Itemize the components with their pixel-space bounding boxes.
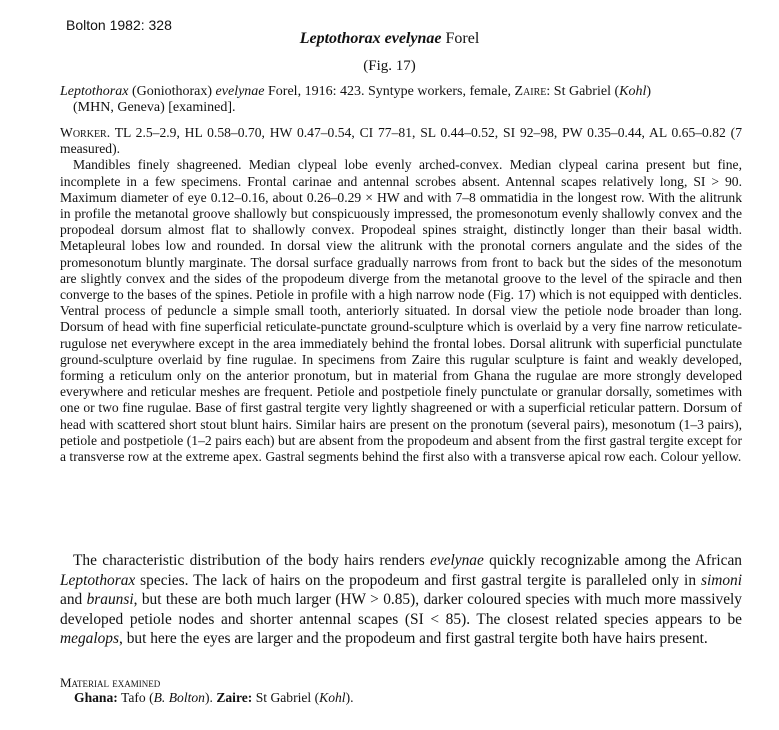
material-country: Zaire: [216, 690, 253, 705]
material-examined-heading: Material examined [60, 675, 161, 690]
synonymy-subgenus: (Goniothorax) [128, 84, 216, 99]
material-collector: Kohl [319, 690, 346, 705]
synonymy-country: Zaire [514, 84, 547, 99]
worker-measurements [60, 125, 742, 157]
discussion-taxon: braunsi [86, 591, 134, 609]
material-country: Ghana: [74, 690, 118, 705]
discussion-segment: species. The lack of hairs on the propodeum and first gastral tergite is paralleled only in [135, 571, 701, 589]
worker-heading: Worker [60, 125, 107, 140]
discussion-segment: quickly recognizable among the African [483, 552, 743, 569]
material-separator: ). [204, 690, 217, 705]
synonymy-close-paren: ) [646, 84, 652, 99]
species-author: Forel [441, 30, 480, 47]
discussion-paragraph [60, 551, 742, 649]
discussion-segment: , but here the eyes are larger and the propodeum and first gastral tergite both have hairs present. [119, 630, 708, 648]
material-locality: St Gabriel ( [252, 690, 320, 705]
worker-description [60, 125, 742, 465]
synonymy-citation: Forel, 1916: 423. Syntype workers, female, [264, 84, 515, 99]
source-citation: Bolton 1982: 328 [66, 17, 172, 33]
measurements-text: . TL 2.5–2.9, HL 0.58–0.70, HW 0.47–0.54, CI 77–81, SL 0.44–0.52, SI 92–98, PW 0.35–0.44, AL 0.65–0.82 (7 measured). [60, 125, 742, 157]
material-examined-list [74, 690, 354, 706]
discussion-segment: The characteristic distribution of the body hairs renders [73, 552, 431, 569]
material-locality: Tafo ( [117, 690, 154, 705]
worker-description-text: Mandibles finely shagreened. Median clypeal lobe evenly arched-convex. Median clypeal carina present but fine, incomplete in a few specimens. Frontal carinae and antennal scrobes absent. Antennal scapes relatively long, SI > 90. Maximum diameter of eye 0.12–0.16, about 0.26–0.29 × HW and with 7–8 ommatidia in the longest row. With the alitrunk in profile the metanotal groove shallowly but conspicuously impressed, the promesonotum evenly shallowly convex and the propodeal dorsum almost flat to shallowly convex. Propodeal spines straight, distinctly longer than their basal width. Metapleural lobes low and rounded. In dorsal view the alitrunk with the pronotal corners angulate and the sides of the promesonotum bluntly marginate. The dorsal surface gradually narrows from front to back but the sides of the mesonotum are slightly convex and the sides of the propodeum diverge from the metanotal groove to the level of the spiracle and then converge to the bases of the spines. Petiole in profile with a high narrow node (Fig. 17) which is not equipped with denticles. Ventral process of peduncle a simple small tooth, anteriorly situated. In dorsal view the petiole node broader than long. Dorsum of head with fine superficial reticulate-punctate ground-sculpture which is overlaid by a very fine narrow reticulate-rugulose net everywhere except in the area immediately behind the frontal lobes. Dorsal alitrunk with superficial punctulate ground-sculpture overlaid by fine rugulae. In specimens from Zaire this rugular sculpture is faint and weakly developed, forming a reticulum only on the anterior pronotum, but in material from Ghana the rugulae are more strongly developed everywhere and reticular meshes are frequent. Petiole and postpetiole finely punctulate or granular dorsally, sometimes with one or two fine rugulae. Base of first gastral tergite very lightly shagreened or with a superficial reticular pattern. Dorsum of head with scattered short stout blunt hairs. Similar hairs are present on the pronotum (several pairs), mesonotum (1–3 pairs), petiole and postpetiole (1–2 pairs each) but are absent from the propodeum and absent from the first gastral tergite except for a transverse row at the extreme apex. Gastral segments behind the first also with a transverse apical row each. Colour yellow. [60, 157, 742, 465]
species-title [0, 30, 779, 48]
figure-reference: (Fig. 17) [363, 58, 416, 74]
discussion-text [60, 551, 742, 649]
synonymy-locality: : St Gabriel ( [546, 84, 620, 99]
discussion-segment: , but these are both much larger (HW > 0.85), darker coloured species with much more massively developed petiole nodes and shorter antennal scapes (SI < 85). The closest related species appears to be [60, 591, 742, 628]
discussion-taxon: megalops [60, 630, 119, 648]
material-collector: B. Bolton [153, 690, 205, 705]
synonymy-line-1 [60, 84, 742, 100]
synonymy-line-2: (MHN, Geneva) [examined]. [73, 100, 236, 115]
synonymy-collector: Kohl [619, 84, 647, 99]
discussion-taxon: evelynae [430, 552, 484, 569]
discussion-segment: and [60, 591, 87, 609]
synonymy-block [60, 84, 742, 116]
material-separator: ). [345, 690, 354, 705]
synonymy-genus: Leptothorax [60, 84, 129, 99]
species-name: Leptothorax evelynae [299, 30, 442, 47]
discussion-taxon: Leptothorax [60, 571, 136, 589]
discussion-taxon: simoni [700, 571, 742, 589]
synonymy-species: evelynae [215, 84, 265, 99]
